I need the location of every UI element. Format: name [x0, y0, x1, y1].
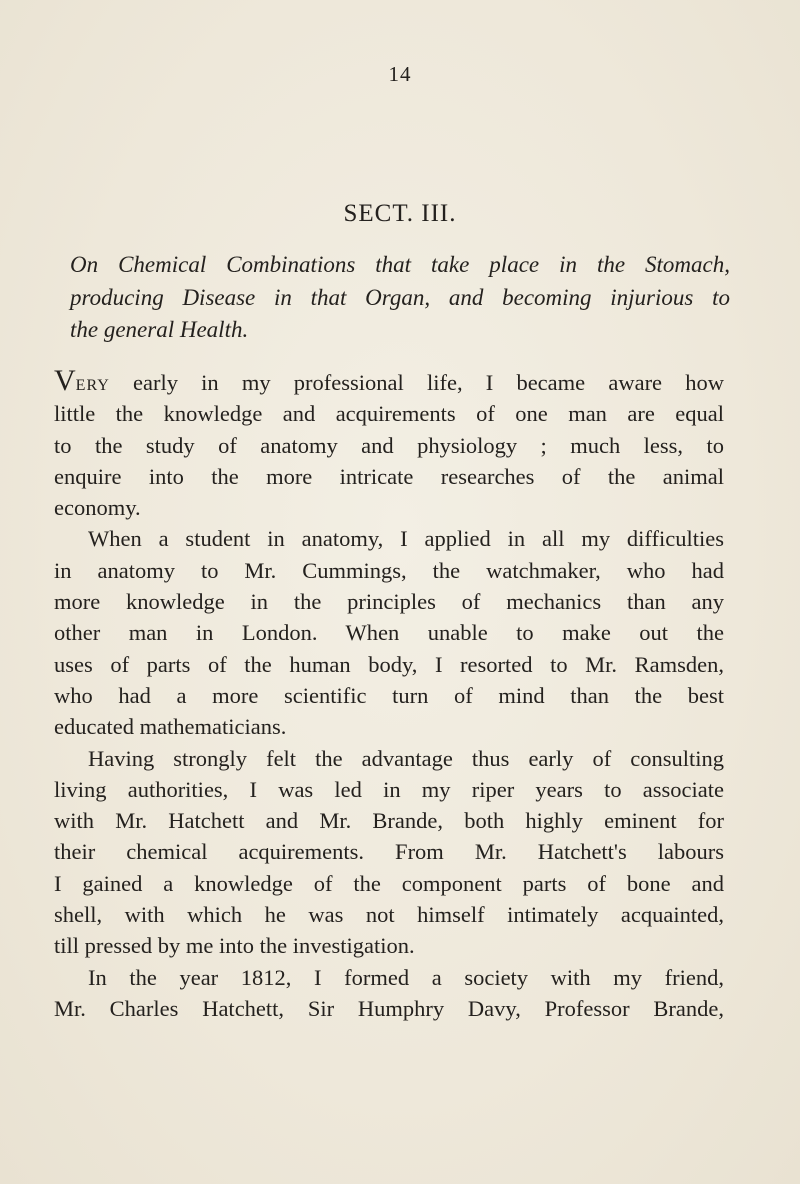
initial-letter: V [54, 364, 76, 397]
section-heading: SECT. III. [343, 200, 457, 227]
text-line: in anatomy to Mr. Cummings, the watchmaker, who had [54, 557, 724, 583]
text-line: I gained a knowledge of the component parts of bone and [54, 870, 724, 896]
text-line: living authorities, I was led in my riper years to associate [54, 776, 724, 802]
page-number: 14 [388, 62, 412, 86]
text-line: uses of parts of the human body, I resorted to Mr. Ramsden, [54, 651, 724, 677]
text-line: their chemical acquirements. From Mr. Hatchett's labours [54, 839, 724, 865]
text-line: In the year 1812, I formed a society with my friend, [88, 964, 724, 990]
subtitle-line: producing Disease in that Organ, and becoming injurious to [70, 284, 730, 310]
text-line: more knowledge in the principles of mechanics than any [54, 589, 724, 615]
text-line: Having strongly felt the advantage thus early of consulting [88, 745, 724, 771]
text-line: enquire into the more intricate researches of the animal [54, 463, 724, 489]
text-line: shell, with which he was not himself intimately acquainted, [54, 902, 724, 928]
text-line: till pressed by me into the investigation. [54, 933, 415, 959]
subtitle-line: the general Health. [70, 317, 249, 342]
text-line: little the knowledge and acquirements of one man are equal [54, 401, 724, 427]
opening-smallcaps: ery [75, 370, 110, 395]
opening-line [54, 366, 724, 398]
subtitle-line: On Chemical Combinations that take place in the Stomach, [70, 252, 730, 277]
text-line: with Mr. Hatchett and Mr. Brande, both highly eminent for [54, 808, 724, 834]
text-line: Mr. Charles Hatchett, Sir Humphry Davy, Professor Brande, [54, 995, 724, 1021]
text-line: When a student in anatomy, I applied in all my difficulties [88, 526, 724, 552]
text-line: who had a more scientific turn of mind than the best [54, 682, 724, 708]
opening-rest: early in my professional life, I became aware how [109, 370, 724, 395]
text-line: other man in London. When unable to make out the [54, 620, 724, 646]
text-line: economy. [54, 495, 141, 521]
text-line: educated mathematicians. [54, 714, 287, 740]
text-line: to the study of anatomy and physiology ; much less, to [54, 432, 724, 458]
body-text [54, 366, 724, 1024]
section-subtitle [70, 249, 730, 347]
